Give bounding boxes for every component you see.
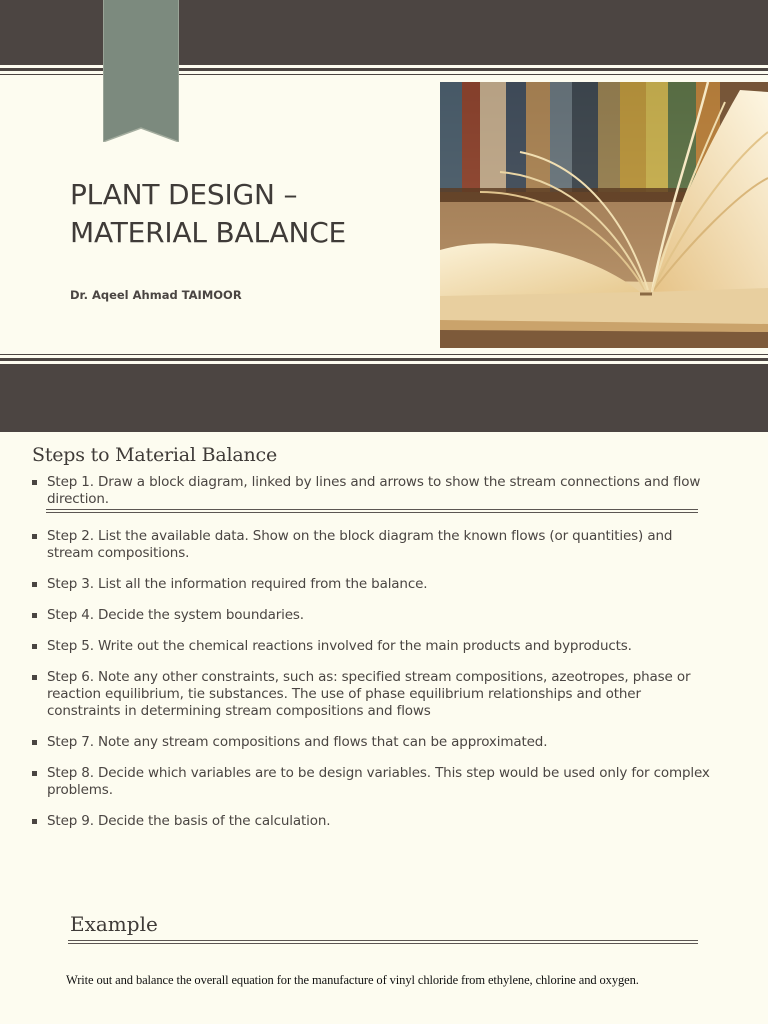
step-item-1 [32, 474, 712, 508]
author-name: Dr. Aqeel Ahmad TAIMOOR [70, 288, 242, 302]
title-line-2: MATERIAL BALANCE [70, 216, 347, 249]
bullet-square-icon [32, 613, 37, 618]
step-text: Step 1. Draw a block diagram, linked by lines and arrows to show the stream connections and flow direction. [47, 474, 701, 507]
steps-heading: Steps to Material Balance [32, 444, 278, 466]
step-item-5 [32, 638, 712, 655]
step-item-6 [32, 669, 712, 720]
step-text: Step 8. Decide which variables are to be design variables. This step would be used only for complex problems. [47, 765, 710, 798]
steps-divider [46, 509, 698, 513]
bullet-square-icon [32, 771, 37, 776]
example-divider [68, 940, 698, 944]
steps-slide [0, 432, 768, 1024]
bookmark-ribbon-icon [103, 0, 179, 142]
bottom-band [0, 364, 768, 432]
step-text: Step 6. Note any other constraints, such as: specified stream compositions, azeotropes, phase or reaction equilibrium, tie substances. The use of phase equilibrium relationships and other constraints in determining stream compositions and flows [47, 669, 691, 719]
step-item-4 [32, 607, 712, 624]
bottom-rule-thin [0, 354, 768, 355]
step-text: Step 3. List all the information required from the balance. [47, 576, 428, 592]
step-text: Step 5. Write out the chemical reactions involved for the main products and byproducts. [47, 638, 632, 654]
step-text: Step 9. Decide the basis of the calculation. [47, 813, 331, 829]
title-slide [0, 0, 768, 432]
open-book-photo [440, 82, 768, 348]
step-item-8 [32, 765, 712, 799]
step-item-7 [32, 734, 712, 751]
title-line-1: PLANT DESIGN – [70, 178, 298, 211]
bullet-square-icon [32, 644, 37, 649]
step-text: Step 7. Note any stream compositions and flows that can be approximated. [47, 734, 548, 750]
bottom-rule-thick [0, 358, 768, 361]
bullet-square-icon [32, 819, 37, 824]
steps-list [32, 474, 712, 844]
presentation-title [70, 176, 420, 252]
step-item-2 [32, 528, 712, 562]
bullet-square-icon [32, 582, 37, 587]
step-item-9 [32, 813, 712, 830]
step-text: Step 4. Decide the system boundaries. [47, 607, 304, 623]
step-text: Step 2. List the available data. Show on the block diagram the known flows (or quantities) and stream compositions. [47, 528, 673, 561]
bullet-square-icon [32, 740, 37, 745]
step-item-3 [32, 576, 712, 593]
example-problem-text: Write out and balance the overall equation for the manufacture of vinyl chloride from ethylene, chlorine and oxygen. [66, 973, 639, 987]
bullet-square-icon [32, 675, 37, 680]
bullet-square-icon [32, 480, 37, 485]
open-book-icon [440, 82, 768, 348]
bullet-square-icon [32, 534, 37, 539]
example-heading: Example [70, 912, 158, 936]
